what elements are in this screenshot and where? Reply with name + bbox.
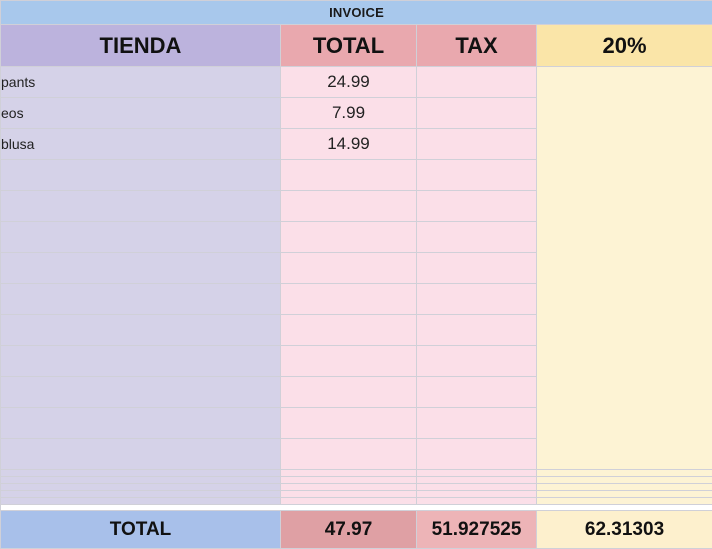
cell-name[interactable] xyxy=(1,191,281,222)
cell-percent[interactable] xyxy=(537,315,712,346)
table-row xyxy=(1,129,712,160)
cell-tax[interactable] xyxy=(417,222,537,253)
table-row xyxy=(1,377,712,408)
cell-tax[interactable] xyxy=(417,491,537,498)
cell-percent[interactable] xyxy=(537,160,712,191)
cell-percent[interactable] xyxy=(537,222,712,253)
cell-tax[interactable] xyxy=(417,346,537,377)
cell-percent[interactable] xyxy=(537,67,712,98)
cell-name[interactable] xyxy=(1,315,281,346)
cell-percent[interactable] xyxy=(537,408,712,439)
cell-total[interactable] xyxy=(281,222,417,253)
cell-name[interactable] xyxy=(1,484,281,491)
cell-percent[interactable] xyxy=(537,284,712,315)
table-row xyxy=(1,253,712,284)
cell-name[interactable] xyxy=(1,160,281,191)
table-row xyxy=(1,477,712,484)
header-total[interactable]: TOTAL xyxy=(281,25,417,67)
cell-percent[interactable] xyxy=(537,346,712,377)
cell-total[interactable] xyxy=(281,160,417,191)
cell-tax[interactable] xyxy=(417,129,537,160)
cell-total[interactable] xyxy=(281,315,417,346)
table-row xyxy=(1,408,712,439)
cell-name[interactable] xyxy=(1,477,281,484)
cell-name[interactable] xyxy=(1,346,281,377)
table-row xyxy=(1,67,712,98)
cell-tax[interactable] xyxy=(417,439,537,470)
header-tienda[interactable]: TIENDA xyxy=(1,25,281,67)
cell-percent[interactable] xyxy=(537,377,712,408)
cell-total[interactable] xyxy=(281,439,417,470)
totals-total-value[interactable]: 47.97 xyxy=(281,511,417,549)
cell-tax[interactable] xyxy=(417,377,537,408)
table-row xyxy=(1,284,712,315)
cell-name[interactable]: blusa xyxy=(1,129,281,160)
cell-name[interactable] xyxy=(1,491,281,498)
table-row xyxy=(1,498,712,505)
cell-total[interactable] xyxy=(281,377,417,408)
cell-total[interactable] xyxy=(281,470,417,477)
table-row xyxy=(1,470,712,477)
table-row xyxy=(1,439,712,470)
cell-tax[interactable] xyxy=(417,484,537,491)
cell-name[interactable] xyxy=(1,253,281,284)
cell-tax[interactable] xyxy=(417,498,537,505)
cell-total[interactable] xyxy=(281,284,417,315)
table-row xyxy=(1,160,712,191)
cell-tax[interactable] xyxy=(417,191,537,222)
cell-name[interactable]: eos xyxy=(1,98,281,129)
cell-total[interactable] xyxy=(281,408,417,439)
cell-tax[interactable] xyxy=(417,470,537,477)
cell-tax[interactable] xyxy=(417,98,537,129)
cell-total[interactable] xyxy=(281,253,417,284)
title-row xyxy=(1,1,712,25)
cell-name[interactable] xyxy=(1,408,281,439)
cell-percent[interactable] xyxy=(537,491,712,498)
cell-total[interactable] xyxy=(281,191,417,222)
cell-tax[interactable] xyxy=(417,315,537,346)
table-row xyxy=(1,491,712,498)
cell-name[interactable] xyxy=(1,470,281,477)
cell-percent[interactable] xyxy=(537,498,712,505)
cell-tax[interactable] xyxy=(417,253,537,284)
invoice-title: INVOICE xyxy=(1,1,712,25)
cell-name[interactable] xyxy=(1,377,281,408)
cell-name[interactable] xyxy=(1,439,281,470)
cell-tax[interactable] xyxy=(417,67,537,98)
cell-total[interactable] xyxy=(281,346,417,377)
cell-total[interactable]: 24.99 xyxy=(281,67,417,98)
totals-tax-value[interactable]: 51.927525 xyxy=(417,511,537,549)
header-tax[interactable]: TAX xyxy=(417,25,537,67)
cell-tax[interactable] xyxy=(417,284,537,315)
cell-total[interactable]: 7.99 xyxy=(281,98,417,129)
cell-total[interactable] xyxy=(281,491,417,498)
cell-tax[interactable] xyxy=(417,160,537,191)
cell-tax[interactable] xyxy=(417,408,537,439)
cell-tax[interactable] xyxy=(417,477,537,484)
table-row xyxy=(1,315,712,346)
table-row xyxy=(1,484,712,491)
cell-total[interactable] xyxy=(281,484,417,491)
header-row xyxy=(1,25,712,67)
table-row xyxy=(1,191,712,222)
table-row xyxy=(1,98,712,129)
cell-name[interactable] xyxy=(1,222,281,253)
cell-percent[interactable] xyxy=(537,470,712,477)
cell-total[interactable]: 14.99 xyxy=(281,129,417,160)
cell-name[interactable] xyxy=(1,284,281,315)
cell-percent[interactable] xyxy=(537,98,712,129)
cell-percent[interactable] xyxy=(537,439,712,470)
cell-total[interactable] xyxy=(281,477,417,484)
table-row xyxy=(1,346,712,377)
table-row xyxy=(1,222,712,253)
cell-percent[interactable] xyxy=(537,129,712,160)
cell-percent[interactable] xyxy=(537,484,712,491)
cell-percent[interactable] xyxy=(537,191,712,222)
totals-percent-value[interactable]: 62.31303 xyxy=(537,511,712,549)
totals-row xyxy=(1,511,712,549)
cell-percent[interactable] xyxy=(537,477,712,484)
header-percent[interactable]: 20% xyxy=(537,25,712,67)
cell-name[interactable]: pants xyxy=(1,67,281,98)
totals-label[interactable]: TOTAL xyxy=(1,511,281,549)
cell-name[interactable] xyxy=(1,498,281,505)
cell-percent[interactable] xyxy=(537,253,712,284)
cell-total[interactable] xyxy=(281,498,417,505)
